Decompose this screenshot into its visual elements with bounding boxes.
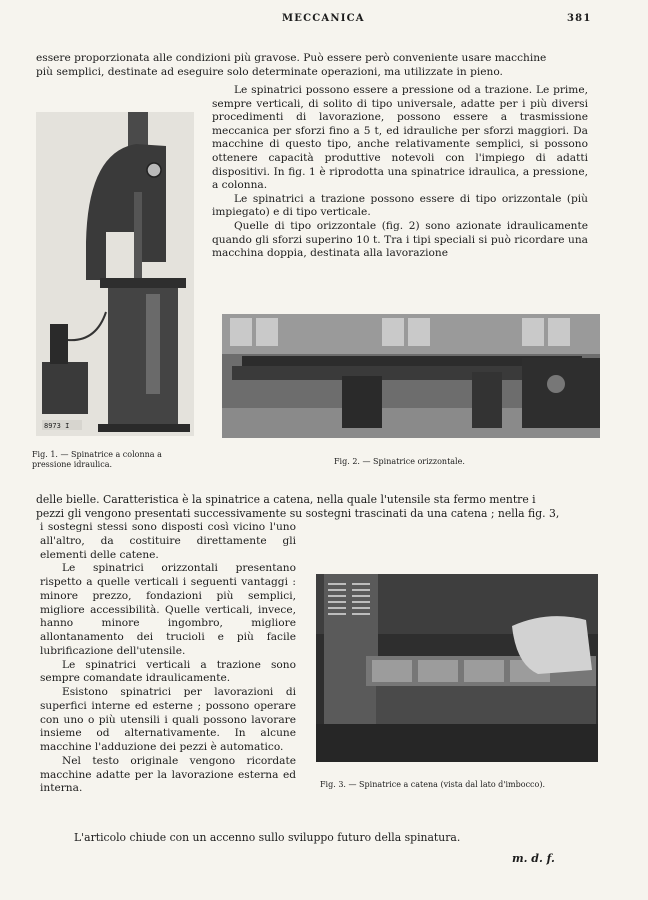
- fig1-image: [36, 112, 194, 436]
- fig3-caption: Fig. 3. — Spinatrice a catena (vista dal lato d'imbocco).: [320, 780, 546, 789]
- signature: m. d. f.: [512, 852, 555, 865]
- mid-text: [36, 493, 588, 520]
- paragraph: Le spinatrici verticali a trazione sono sempre comandate idraulicamente.: [40, 658, 296, 685]
- paragraph: Nel testo originale vengono ricordate macchine adatte per la lavorazione esterna ed interna.: [40, 754, 296, 795]
- fig2-caption: Fig. 2. — Spinatrice orizzontale.: [334, 457, 465, 466]
- column-bottom: [40, 521, 296, 796]
- paragraph: Le spinatrici a trazione possono essere di tipo orizzontale (più impiegato) e di tipo verticale.: [212, 192, 588, 219]
- page-number: 381: [567, 13, 592, 24]
- paragraph: i sostegni stessi sono disposti così vicino l'uno all'altro, da costituire direttamente gli elementi delle catene.: [40, 521, 296, 561]
- paragraph: Esistono spinatrici per lavorazioni di superfici interne ed esterne ; possono operare con uno o più utensili i quali possono lavorare insieme od alternativamente. In alcune macchine l'adduzione dei pezzi è automatico.: [40, 686, 296, 753]
- closing-line: L'articolo chiude con un accenno sullo sviluppo futuro della spinatura.: [74, 831, 461, 844]
- mid-line: delle bielle. Caratteristica è la spinatrice a catena, nella quale l'utensile sta fermo mentre i: [36, 493, 536, 506]
- running-header: MECCANICA: [282, 13, 365, 24]
- fig1-caption: Fig. 1. — Spinatrice a colonna a pressione idraulica.: [32, 450, 162, 469]
- fig1-stamp: 8973 I: [44, 422, 70, 430]
- mid-line: pezzi gli vengono presentati successivamente su sostegni trascinati da una catena ; nella fig. 3,: [36, 506, 560, 520]
- paragraph: Le spinatrici orizzontali presentano rispetto a quelle verticali i seguenti vantaggi : minore prezzo, fondazioni più semplici, migliore accessibilità. Quelle verticali, invece, hanno minore ingombro, migliore allontanamento dei trucioli e più facile lubrificazione dell'utensile.: [40, 562, 296, 657]
- column-top: [212, 84, 588, 261]
- fig3-image: [316, 574, 598, 762]
- paragraph: Quelle di tipo orizzontale (fig. 2) sono azionate idraulicamente quando gli sforzi superino 10 t. Tra i tipi speciali si può ricordare una macchina doppia, destinata alla lavorazione: [212, 219, 588, 260]
- fig2-image: [222, 314, 600, 438]
- intro-line: più semplici, destinate ad eseguire solo determinate operazioni, ma utilizzate in pieno.: [36, 65, 503, 78]
- paragraph: Le spinatrici possono essere a pressione od a trazione. Le prime, sempre verticali, di solito di tipo universale, adatte per i più diversi procedimenti di lavorazione, possono essere a trasmissione meccanica per sforzi fino a 5 t, ed idrauliche per sforzi maggiori. Da macchine di questo tipo, anche relativamente semplici, si possono ottenere capacità produttive notevoli con l'impiego di adatti dispositivi. In fig. 1 è riprodotta una spinatrice idraulica, a pressione, a colonna.: [212, 84, 588, 192]
- intro-text: [36, 52, 588, 79]
- intro-line: essere proporzionata alle condizioni più gravose. Può essere però conveniente usare macchine: [36, 52, 547, 64]
